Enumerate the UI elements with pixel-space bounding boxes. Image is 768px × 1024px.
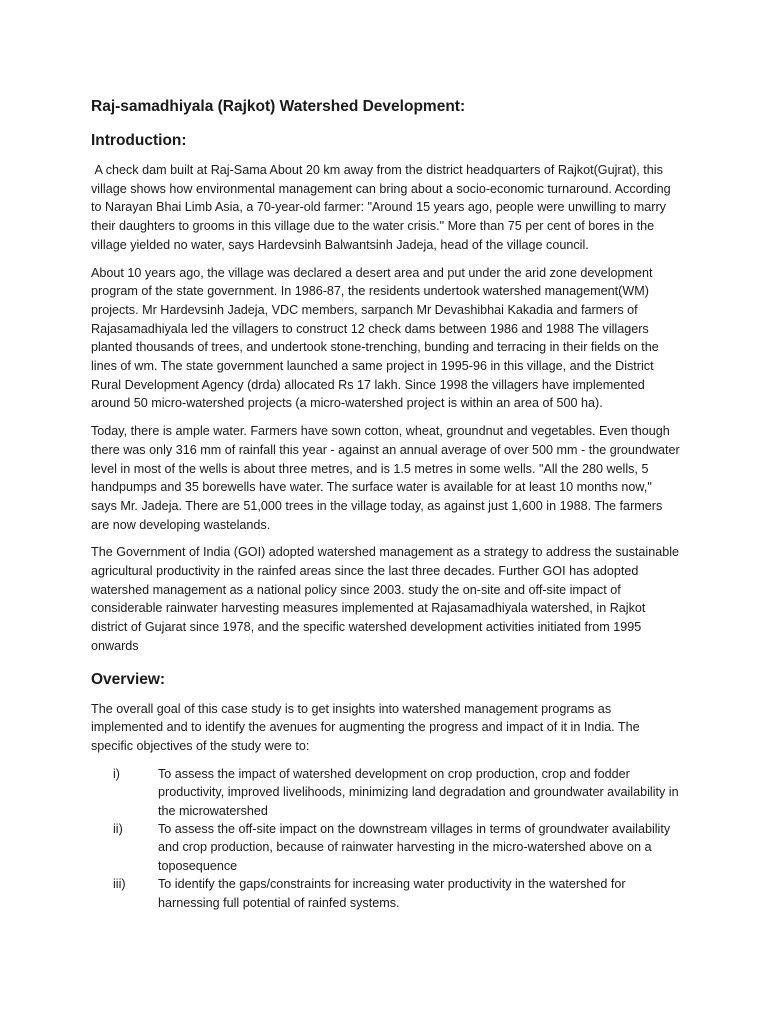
objective-item bbox=[91, 765, 681, 820]
overview-heading: Overview: bbox=[91, 670, 166, 688]
objective-text: To assess the impact of watershed development on crop production, crop and fodder productivity, improved livelihoods, minimizing land degradation and groundwater availability in the microwatershed bbox=[158, 766, 679, 818]
document-title: Raj-samadhiyala (Rajkot) Watershed Development: bbox=[91, 98, 466, 115]
objective-marker: iii) bbox=[113, 877, 126, 892]
objective-text: To assess the off-site impact on the downstream villages in terms of groundwater availability and crop production, because of rainwater harvesting in the micro-watershed above on a toposequence bbox=[158, 821, 671, 873]
introduction-paragraph-3: Today, there is ample water. Farmers have sown cotton, wheat, groundnut and vegetables. Even though there was only 316 mm of rainfall this year - against an annual average of over 500 mm - the groundwater level in most of the wells is about three metres, and is 1.5 metres in some wells. "All the 280 wells, 5 handpumps and 35 borewells have water. The surface water is available for at least 10 months now," says Mr. Jadeja. There are 51,000 trees in the village today, as against just 1,600 in 1988. The farmers are now developing wastelands. bbox=[91, 424, 680, 532]
overview-paragraph: The overall goal of this case study is to get insights into watershed management programs as implemented and to identify the avenues for augmenting the progress and impact of it in India. The specific objectives of the study were to: bbox=[91, 701, 640, 753]
introduction-paragraph-1: A check dam built at Raj-Sama About 20 km away from the district headquarters of Rajkot(Gujrat), this village shows how environmental management can bring about a socio-economic turnaround. According to Narayan Bhai Limb Asia, a 70-year-old farmer: "Around 15 years ago, people were unwilling to marry their daughters to grooms in this village due to the water crisis." More than 75 per cent of bores in the village yielded no water, says Hardevsinh Balwantsinh Jadeja, head of the village council. bbox=[91, 163, 675, 252]
objective-marker: i) bbox=[113, 766, 120, 781]
introduction-paragraph-2: About 10 years ago, the village was declared a desert area and put under the arid zone development program of the state government. In 1986-87, the residents undertook watershed management(WM) projects. Mr Hardevsinh Jadeja, VDC members, sarpanch Mr Devashibhai Kakadia and farmers of Rajasamadhiyala led the villagers to construct 12 check dams between 1986 and 1988 The villagers planted thousands of trees, and undertook stone-trenching, bunding and terracing in their fields on the lines of wm. The state government launched a same project in 1995-96 in this village, and the District Rural Development Agency (drda) allocated Rs 17 lakh. Since 1998 the villagers have implemented around 50 micro-watershed projects (a micro-watershed project is within an area of 500 ha). bbox=[91, 265, 659, 411]
objectives-list bbox=[91, 765, 681, 912]
objective-item bbox=[91, 820, 681, 875]
objective-item bbox=[91, 875, 681, 912]
introduction-paragraph-4: The Government of India (GOI) adopted watershed management as a strategy to address the sustainable agricultural productivity in the rainfed areas since the last three decades. Further GOI has adopted watershed management as a national policy since 2003. study the on-site and off-site impact of considerable rainwater harvesting measures implemented at Rajasamadhiyala watershed, in Rajkot district of Gujarat since 1978, and the specific watershed development activities initiated from 1995 onwards bbox=[91, 545, 680, 653]
objective-text: To identify the gaps/constraints for increasing water productivity in the watershed for harnessing full potential of rainfed systems. bbox=[158, 877, 626, 910]
introduction-heading: Introduction: bbox=[91, 132, 187, 149]
objective-marker: ii) bbox=[113, 821, 123, 836]
document-page bbox=[91, 97, 681, 912]
